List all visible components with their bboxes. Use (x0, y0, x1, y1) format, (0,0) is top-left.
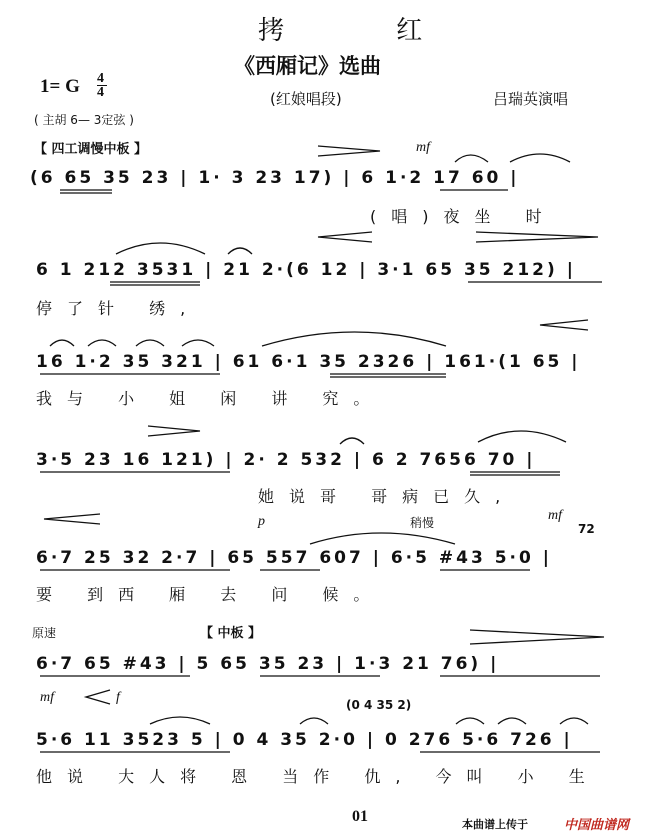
lyric-line-2: 停了针 绣, (36, 299, 201, 318)
slur (456, 718, 484, 724)
slur (182, 340, 214, 346)
dynamic-mark: mf (548, 508, 562, 523)
dynamic-mark: mf (40, 690, 54, 705)
slur (300, 718, 328, 724)
tempo-marking: 【 中板 】 (200, 626, 262, 641)
time-top: 4 (97, 71, 104, 86)
decrescendo-wedge (470, 630, 604, 644)
dynamic-mark: f (116, 690, 120, 705)
slur (150, 717, 210, 724)
grace-notes: 72 (578, 522, 595, 536)
notation-line-7: 5·6 11 3523 5 | 0 4 35 2·0 | 0 276 5·6 726 | (36, 730, 573, 750)
crescendo-wedge (44, 514, 100, 524)
tempo-change: 原速 (32, 626, 57, 640)
time-bottom: 4 (97, 85, 104, 100)
slur (455, 155, 488, 162)
song-subtitle: 《西厢记》选曲 (234, 54, 381, 78)
notation-line-5: 6·7 25 32 2·7 | 65 557 607 | 6·5 #43 5·0 | (36, 548, 552, 568)
decrescendo-wedge (148, 426, 200, 436)
slur (510, 154, 570, 162)
singer-credit: 吕瑞英演唱 (493, 90, 569, 108)
slur (228, 248, 252, 254)
decrescendo-wedge (476, 232, 598, 242)
slur (88, 340, 116, 346)
crescendo-wedge (86, 690, 110, 704)
slur (560, 718, 588, 724)
slur (50, 340, 74, 346)
dynamic-mark: mf (416, 140, 430, 155)
lyric-line-4: 她说哥 哥病已久, (258, 487, 516, 506)
slur (136, 340, 164, 346)
dynamic-mark: p (258, 514, 265, 529)
lyric-line-5: 要 到西 厢 去 问 候。 (36, 585, 385, 604)
notation-line-2: 6 1 212 3531 | 21 2·(6 12 | 3·1 65 35 212) | (36, 260, 576, 280)
slur (310, 533, 455, 544)
notation-line-4: 3·5 23 16 121) | 2· 2 532 | 6 2 7656 70 | (36, 450, 536, 470)
lyric-line-7: 他说 大人将 恩 当作 仇, 今叫 小 生 (36, 767, 600, 786)
slur (116, 243, 205, 254)
notation-line-1: (6 65 35 23 | 1· 3 23 17) | 6 1·2 17 60 | (30, 168, 520, 188)
crescendo-wedge (318, 232, 372, 242)
lyric-line-3: 我与 小 姐 闲 讲 究。 (36, 389, 385, 408)
notation-line-6: 6·7 65 #43 | 5 65 35 23 | 1·3 21 76) | (36, 654, 500, 674)
tempo-change: 稍慢 (410, 516, 435, 530)
slur (498, 718, 526, 724)
upload-note: 本曲谱上传于 (462, 818, 528, 831)
song-title: 拷 红 (258, 16, 475, 46)
site-logo: 中国曲谱网 (564, 818, 630, 833)
notation-line-3: 16 1·2 35 321 | 61 6·1 35 2326 | 161·(1 65 | (36, 352, 581, 372)
slur (262, 332, 446, 346)
decrescendo-wedge (318, 146, 380, 156)
tempo-marking: 【 四工调慢中板 】 (34, 142, 148, 157)
slur (478, 431, 566, 442)
lyric-line-1: (唱)夜坐 时 (370, 207, 557, 226)
accompaniment-notes: (0 4 35 2) (346, 698, 412, 712)
crescendo-wedge (540, 320, 588, 330)
key-signature: 1= G (40, 76, 80, 97)
section-label: (红娘唱段) (270, 90, 342, 108)
tuning-note: ( 主胡 6— 3定弦 ) (34, 113, 134, 127)
page-number: 01 (352, 808, 368, 825)
slur (340, 438, 364, 444)
